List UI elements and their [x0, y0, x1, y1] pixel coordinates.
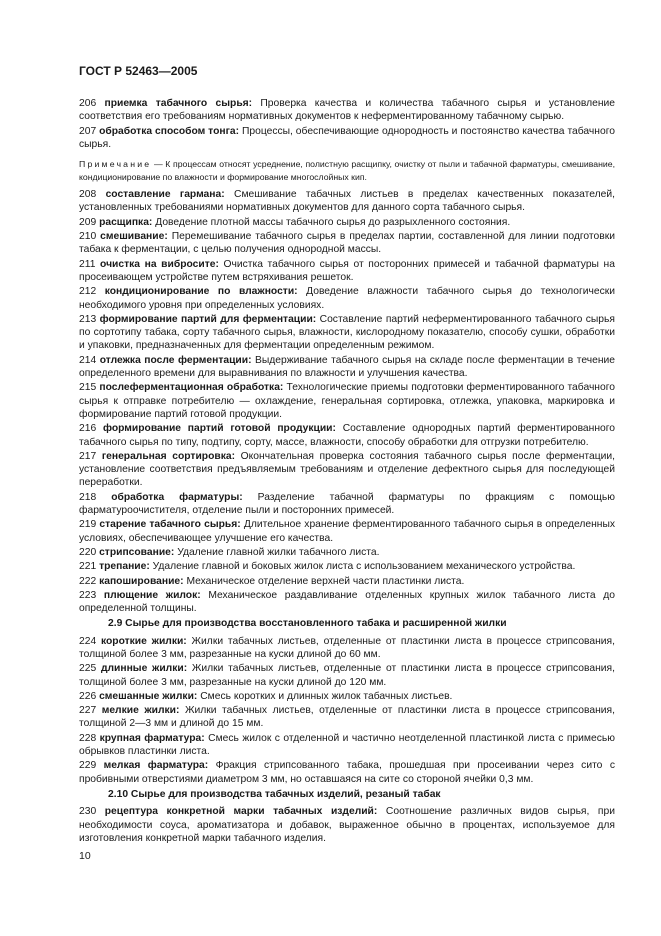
term-name: составление гармана: — [105, 189, 225, 201]
term-definition: Выдерживание табачного сырья на складе после ферментации в течение определенного времени для выравнивания по влажности и улучшения качества. — [79, 354, 615, 380]
term-name: рецептура конкретной марки табачных изделий: — [104, 806, 378, 818]
note-label: Примечание — [79, 159, 152, 170]
term-entry — [79, 230, 615, 257]
term-name: расщипка: — [99, 216, 153, 228]
term-definition: Смесь коротких и длинных жилок табачных листьев. — [200, 690, 453, 702]
term-number: 216 — [79, 423, 97, 435]
term-entry — [79, 188, 615, 215]
note — [79, 158, 615, 183]
term-entry — [79, 662, 615, 689]
term-definition: Перемешивание табачного сырья в пределах партии, составленной для линии подготовки табака к ферментации, с целью получения однородной массы. — [79, 231, 615, 256]
term-definition: Очистка табачного сырья от посторонних примесей и табачной фарматуры на просеивающем устройстве путем встряхивания решеток. — [79, 258, 615, 283]
term-number: 214 — [79, 354, 97, 366]
term-name: формирование партий готовой продукции: — [102, 423, 336, 435]
term-name: трепание: — [99, 561, 150, 573]
term-entry — [79, 258, 615, 285]
term-name: смешивание: — [100, 231, 168, 243]
term-number: 212 — [79, 286, 97, 298]
term-definition: Механическое раздавливание отделенных крупных жилок табачного листа до определенной толщины. — [79, 589, 615, 615]
term-entry — [79, 759, 615, 786]
term-number: 225 — [79, 663, 97, 675]
term-entry — [79, 285, 615, 312]
term-name: формирование партий для ферментации: — [99, 313, 317, 325]
term-definition: Жилки табачных листьев, отделенные от пластинки листа в процессе стрипсования, толщиной более 3 мм, разрезанные на куски длиной до 60 мм. — [79, 635, 615, 660]
term-entry — [79, 732, 615, 759]
term-entry — [79, 450, 615, 490]
page-number: 10 — [79, 850, 91, 862]
term-entry — [79, 704, 615, 731]
section-heading: 2.9 Сырье для производства восстановленного табака и расширенной жилки — [108, 618, 507, 630]
term-number: 224 — [79, 635, 97, 647]
term-name: обработка способом тонга: — [99, 125, 240, 137]
term-number: 211 — [79, 258, 96, 270]
term-definition: Длительное хранение ферментированного табачного сырья в определенных условиях, обеспечивающее улучшение его качества. — [79, 519, 615, 544]
term-entry — [79, 589, 615, 616]
term-definition: Процессы, обеспечивающие однородность и постоянство качества табачного сырья. — [79, 125, 615, 150]
term-definition: Фракция стрипсованного табака, прошедшая при просеивании через сито с пробивными отверстиями диаметром 3 мм, но оставшаяся на сите со стороной ячейки 0,3 мм. — [79, 760, 615, 785]
term-number: 227 — [79, 705, 97, 717]
term-definition: Составление партий неферментированного табачного сырья по сортотипу табака, сорту табачного сырья, влажности, кислородному показателю, способу сушки, обработки и упаковки, предназначенных для ферментации определенным режимом. — [79, 313, 615, 352]
term-number: 222 — [79, 575, 97, 587]
term-number: 206 — [79, 98, 97, 109]
term-name: очистка на вибросите: — [100, 258, 219, 270]
term-name: смешанные жилки: — [99, 690, 198, 702]
term-definition: Окончательная проверка состояния табачного сырья после ферментации, установление соответствия предъявляемым требованиям и отделение дефектного сырья для последующей переработки. — [79, 450, 615, 489]
term-definition: Доведение плотной массы табачного сырья до разрыхленного состояния. — [155, 216, 511, 228]
term-number: 209 — [79, 216, 97, 228]
term-entry — [79, 313, 615, 353]
term-entry — [79, 805, 615, 845]
term-number: 226 — [79, 690, 97, 702]
term-entry — [79, 125, 615, 152]
term-entry — [79, 575, 615, 588]
term-definition: Смешивание табачных листьев в пределах качественных показателей, установленных требованиями нормативных документов для данного сорта табачного сырья. — [79, 189, 615, 214]
term-name: капоширование: — [99, 575, 184, 587]
term-name: длинные жилки: — [100, 663, 188, 675]
term-name: генеральная сортировка: — [101, 450, 236, 462]
term-number: 221 — [79, 561, 97, 573]
term-number: 228 — [79, 732, 97, 744]
term-definition: Жилки табачных листьев, отделенные от пластинки листа в процессе стрипсования, толщиной более 3 мм, разрезанные на куски длиной до 120 мм. — [79, 663, 615, 688]
term-number: 213 — [79, 313, 97, 325]
term-definition: Удаление главной и боковых жилок листа с использованием механического устройства. — [152, 561, 576, 573]
term-name: старение табачного сырья: — [99, 519, 241, 531]
term-entry — [79, 635, 615, 662]
term-number: 217 — [79, 450, 97, 462]
term-entry — [79, 560, 615, 573]
term-number: 208 — [79, 189, 97, 201]
term-entry — [79, 354, 615, 381]
term-definition: Доведение влажности табачного сырья до технологически необходимого уровня при определенных условиях. — [79, 286, 615, 311]
term-name: приемка табачного сырья: — [104, 98, 253, 109]
term-entry — [79, 422, 615, 449]
term-number: 230 — [79, 806, 97, 818]
term-number: 210 — [79, 231, 97, 243]
standard-header: ГОСТ Р 52463—2005 — [79, 64, 198, 78]
term-number: 207 — [79, 125, 97, 137]
term-definition: Разделение табачной фарматуры по фракциям с помощью фарматуроочистителя, отделение пыли и посторонних примесей. — [79, 491, 615, 517]
term-number: 215 — [79, 382, 97, 394]
term-name: отлежка после ферментации: — [99, 354, 252, 366]
term-definition: Составление однородных партий ферментированного табачного сырья по типу, подтипу, сорту, массе, влажности, способу обработки для отгрузки потребителю. — [79, 423, 616, 448]
term-number: 229 — [79, 760, 97, 772]
term-definition: Технологические приемы подготовки ферментированного табачного сырья к отправке потребителю — охлаждение, генеральная сортировка, отлежка, упаковка, маркировка и формирование партий готовой продукции. — [79, 382, 615, 420]
document-body — [79, 97, 615, 846]
term-name: стрипсование: — [99, 546, 175, 558]
term-number: 220 — [79, 546, 97, 558]
term-definition: Смесь жилок с отделенной и частично неотделенной пластинкой листа с примесью обрывков пластинки листа. — [79, 732, 615, 758]
term-name: обработка фарматуры: — [111, 491, 243, 503]
term-definition: Проверка качества и количества табачного сырья и установление соответствия его требованиям нормативных документов к неферментированному табачному сырью. — [79, 98, 615, 123]
term-entry — [79, 381, 615, 421]
section-heading: 2.10 Сырье для производства табачных изделий, резаный табак — [108, 788, 441, 800]
term-definition: Механическое отделение верхней части пластинки листа. — [186, 575, 465, 587]
term-entry — [79, 518, 615, 545]
term-entry — [79, 546, 615, 559]
term-name: послеферментационная обработка: — [99, 382, 284, 394]
term-number: 218 — [79, 491, 97, 503]
term-definition: Соотношение различных видов сырья, при необходимости соуса, ароматизатора и добавок, выраженное обычно в процентах, используемое для изготовления конкретной марки табачного изделия. — [79, 806, 615, 844]
term-name: мелкая фарматура: — [103, 760, 209, 772]
term-number: 219 — [79, 519, 97, 531]
term-name: мелкие жилки: — [101, 705, 180, 717]
term-entry — [79, 690, 615, 703]
term-name: крупная фарматура: — [99, 732, 205, 744]
term-name: короткие жилки: — [100, 635, 187, 647]
term-name: плющение жилок: — [103, 589, 201, 601]
note-text: — К процессам относят усреднение, полистную расщипку, очистку от пыли и табачной фарматуры, смешивание, кондиционирование по влажности и формирование многослойных кип. — [79, 159, 615, 182]
term-name: кондиционирование по влажности: — [104, 286, 298, 298]
term-definition: Жилки табачных листьев, отделенные от пластинки листа в процессе стрипсования, толщиной 2—3 мм и длиной до 15 мм. — [79, 705, 615, 730]
term-entry — [79, 97, 615, 124]
term-number: 223 — [79, 589, 97, 601]
term-definition: Удаление главной жилки табачного листа. — [177, 546, 380, 558]
term-entry — [79, 216, 615, 229]
term-entry — [79, 491, 615, 518]
